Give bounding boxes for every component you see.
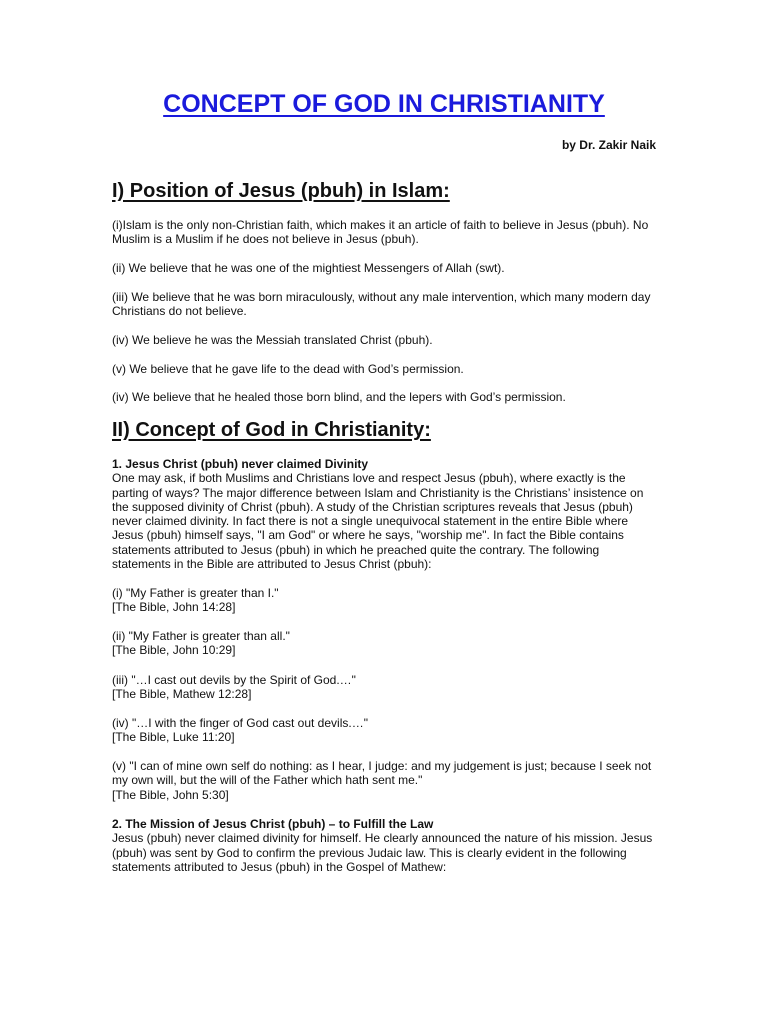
section-heading-concept-of-god: II) Concept of God in Christianity: bbox=[112, 419, 431, 441]
subsection-body: One may ask, if both Muslims and Christians love and respect Jesus (pbuh), where exactly is the parting of ways? The major difference between Islam and Christianity is the Christians’ insistence on the supposed divinity of Christ (pbuh). A study of the Christian scriptures reveals that Jesus (pbuh) never claimed divinity. In fact there is not a single unequivocal statement in the entire Bible where Jesus (pbuh) himself says, "I am God" or where he says, "worship me". In fact the Bible contains statements attributed to Jesus (pbuh) in which he preached quite the contrary. The following statements in the Bible are attributed to Jesus Christ (pbuh): bbox=[112, 471, 644, 572]
quote-reference: [The Bible, Mathew 12:28] bbox=[112, 687, 252, 702]
subsection-heading: 2. The Mission of Jesus Christ (pbuh) – to Fulfill the Law bbox=[112, 817, 434, 831]
subsection-divinity bbox=[112, 457, 660, 571]
list-item: (ii) We believe that he was one of the mightiest Messengers of Allah (swt). bbox=[112, 261, 505, 275]
quote-reference: [The Bible, John 14:28] bbox=[112, 600, 236, 615]
bible-quote bbox=[112, 586, 660, 615]
list-item: (iv) We believe he was the Messiah translated Christ (pbuh). bbox=[112, 333, 433, 347]
bible-quote bbox=[112, 759, 660, 802]
quote-text: (iv) "…I with the finger of God cast out devils.…" bbox=[112, 716, 368, 730]
quote-reference: [The Bible, John 10:29] bbox=[112, 643, 236, 658]
author-byline: by Dr. Zakir Naik bbox=[561, 138, 656, 152]
bible-quote bbox=[112, 716, 660, 745]
subsection-heading: 1. Jesus Christ (pbuh) never claimed Divinity bbox=[112, 457, 369, 471]
quote-reference: [The Bible, Luke 11:20] bbox=[112, 730, 235, 745]
quote-text: (ii) "My Father is greater than all." bbox=[112, 629, 290, 643]
list-item: (iii) We believe that he was born miraculously, without any male intervention, which many modern day Christians do not believe. bbox=[112, 290, 651, 319]
list-item: (i)Islam is the only non-Christian faith, which makes it an article of faith to believe in Jesus (pbuh). No Muslim is a Muslim if he does not believe in Jesus (pbuh). bbox=[112, 218, 649, 247]
subsection-body: Jesus (pbuh) never claimed divinity for himself. He clearly announced the nature of his mission. Jesus (pbuh) was sent by God to confirm the previous Judaic law. This is clearly evident in the following statements attributed to Jesus (pbuh) in the Gospel of Mathew: bbox=[112, 831, 653, 874]
quote-text: (iii) "…I cast out devils by the Spirit of God.…" bbox=[112, 673, 356, 687]
quote-text: (v) "I can of mine own self do nothing: as I hear, I judge: and my judgement is just; because I seek not my own will, but the will of the Father which hath sent me." bbox=[112, 759, 652, 788]
document-title: CONCEPT OF GOD IN CHRISTIANITY bbox=[163, 90, 605, 118]
list-item: (v) We believe that he gave life to the dead with God’s permission. bbox=[112, 362, 464, 376]
quote-text: (i) "My Father is greater than I." bbox=[112, 586, 279, 600]
bible-quote bbox=[112, 629, 660, 658]
bible-quote bbox=[112, 673, 660, 702]
quote-reference: [The Bible, John 5:30] bbox=[112, 787, 229, 802]
section-heading-position-of-jesus: I) Position of Jesus (pbuh) in Islam: bbox=[112, 180, 450, 202]
subsection-mission bbox=[112, 817, 660, 874]
list-item: (iv) We believe that he healed those born blind, and the lepers with God’s permission. bbox=[112, 390, 566, 404]
